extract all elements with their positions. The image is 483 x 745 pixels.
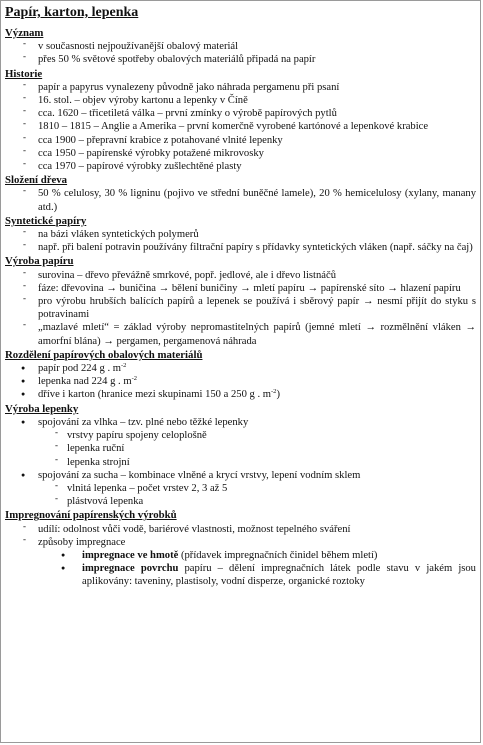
sub-list-item: - vrstvy papíru spojeny celoplošně bbox=[5, 429, 476, 442]
list-item: - pro výrobu hrubších balících papírů a lepenek se používá i sběrový papír → nesmí přijít do styku s potravinami bbox=[5, 295, 476, 321]
list-impregnovani bbox=[5, 523, 476, 589]
list-item: - udílí: odolnost vůči vodě, bariérové vlastnosti, možnost tepelného sváření bbox=[5, 523, 476, 536]
list-item: - na bázi vláken syntetických polymerů bbox=[5, 228, 476, 241]
list-rozdeleni bbox=[5, 362, 476, 402]
list-synteticke bbox=[5, 228, 476, 254]
exponent: -2 bbox=[120, 362, 127, 370]
list-item: - surovina – dřevo převážně smrkové, popř. jedlové, ale i dřevo listnáčů bbox=[5, 269, 476, 282]
section-heading-synteticke: Syntetické papíry bbox=[5, 214, 87, 227]
document-title: Papír, karton, lepenka bbox=[5, 5, 139, 20]
item-text-end: ) bbox=[276, 389, 280, 401]
item-text: lepenka nad 224 g . m bbox=[38, 376, 132, 388]
sub-list-item: - lepenka ruční bbox=[5, 442, 476, 455]
section-heading-vyznam: Význam bbox=[5, 27, 44, 39]
list-item: - v současnosti nejpoužívanější obalový materiál bbox=[5, 40, 476, 53]
sub-list-item: - plástvová lepenka bbox=[5, 495, 476, 508]
exponent: -2 bbox=[271, 388, 277, 396]
exponent: -2 bbox=[131, 375, 137, 383]
list-item: - cca. 1620 – třicetiletá válka – první zmínky o výrobě papírových pytlů bbox=[5, 107, 476, 120]
list-item: - 50 % celulosy, 30 % ligninu (pojivo ve střední buněčné lamele), 20 % hemicelulosy (xylany, manany atd.) bbox=[5, 187, 476, 213]
list-item: - 16. stol. – objev výroby kartonu a lepenky v Číně bbox=[5, 94, 476, 107]
list-item: - způsoby impregnace bbox=[5, 536, 476, 549]
list-vyznam bbox=[5, 40, 476, 66]
section-heading-vyroba: Výroba papíru bbox=[5, 255, 74, 268]
list-item: - cca 1970 – papírové výrobky zušlechtěné plasty bbox=[5, 160, 476, 173]
list-item: ● spojování za vlhka – tzv. plné nebo těžké lepenky bbox=[5, 416, 476, 429]
list-vyroba bbox=[5, 269, 476, 348]
section-heading-impregnovani: Impregnování papírenských výrobků bbox=[5, 509, 177, 522]
list-item: - např. při balení potravin používány filtrační papíry s přídavky syntetických vláken (např. sáčky na čaj) bbox=[5, 241, 476, 254]
item-text: dříve i karton (hranice mezi skupinami 150 a 250 g . m bbox=[38, 389, 272, 401]
list-item: - 1810 – 1815 – Anglie a Amerika – první komerčně vyrobené kartónové a lepenkové krabice bbox=[5, 120, 476, 133]
list-item: - cca 1900 – přepravní krabice z potahované vlnité lepenky bbox=[5, 134, 476, 147]
list-item bbox=[5, 362, 476, 375]
sub-list-item bbox=[5, 549, 476, 562]
list-item: - fáze: dřevovina → buničina → bělení buničiny → mletí papíru → papírenské síto → hlazení papíru bbox=[5, 282, 476, 295]
list-item: ● spojování za sucha – kombinace vlněné a krycí vrstvy, lepení vodním sklem bbox=[5, 469, 476, 482]
list-item: - přes 50 % světové spotřeby obalových materiálů připadá na papír bbox=[5, 53, 476, 66]
list-item: - cca 1950 – papírenské výrobky potažené mikrovosky bbox=[5, 147, 476, 160]
list-item bbox=[5, 388, 476, 401]
term-bold: impregnace povrchu bbox=[82, 563, 179, 575]
list-item: - „mazlavé mletí“ = základ výroby nepromastitelných papírů (jemné mletí → rozmělnění vláken → amorfní blána) → pergamen, pergamenová náhrada bbox=[5, 321, 476, 347]
sub-list-item bbox=[5, 562, 476, 588]
term-bold: impregnace ve hmotě bbox=[82, 549, 179, 561]
section-heading-lepenky: Výroba lepenky bbox=[5, 402, 79, 415]
term-description: (přídavek impregnačních činidel během mletí) bbox=[178, 549, 378, 561]
section-heading-historie: Historie bbox=[5, 67, 43, 80]
list-item: - papír a papyrus vynalezeny původně jako náhrada pergamenu při psaní bbox=[5, 81, 476, 94]
sub-list-item: - lepenka strojní bbox=[5, 456, 476, 469]
list-slozeni bbox=[5, 187, 476, 213]
term-description: papíru – dělení impregnačních látek podle stavu v jakém jsou aplikovány: taveniny, plastisoly, vodní disperze, organické roztoky bbox=[82, 563, 476, 588]
sub-list-item: - vlnitá lepenka – počet vrstev 2, 3 až 5 bbox=[5, 482, 476, 495]
list-lepenky bbox=[5, 416, 476, 508]
item-text: papír pod 224 g . m bbox=[38, 363, 121, 375]
list-item bbox=[5, 375, 476, 388]
section-heading-slozeni: Složení dřeva bbox=[5, 174, 68, 187]
list-historie bbox=[5, 81, 476, 173]
section-heading-rozdeleni: Rozdělení papírových obalových materiálů bbox=[5, 348, 203, 361]
